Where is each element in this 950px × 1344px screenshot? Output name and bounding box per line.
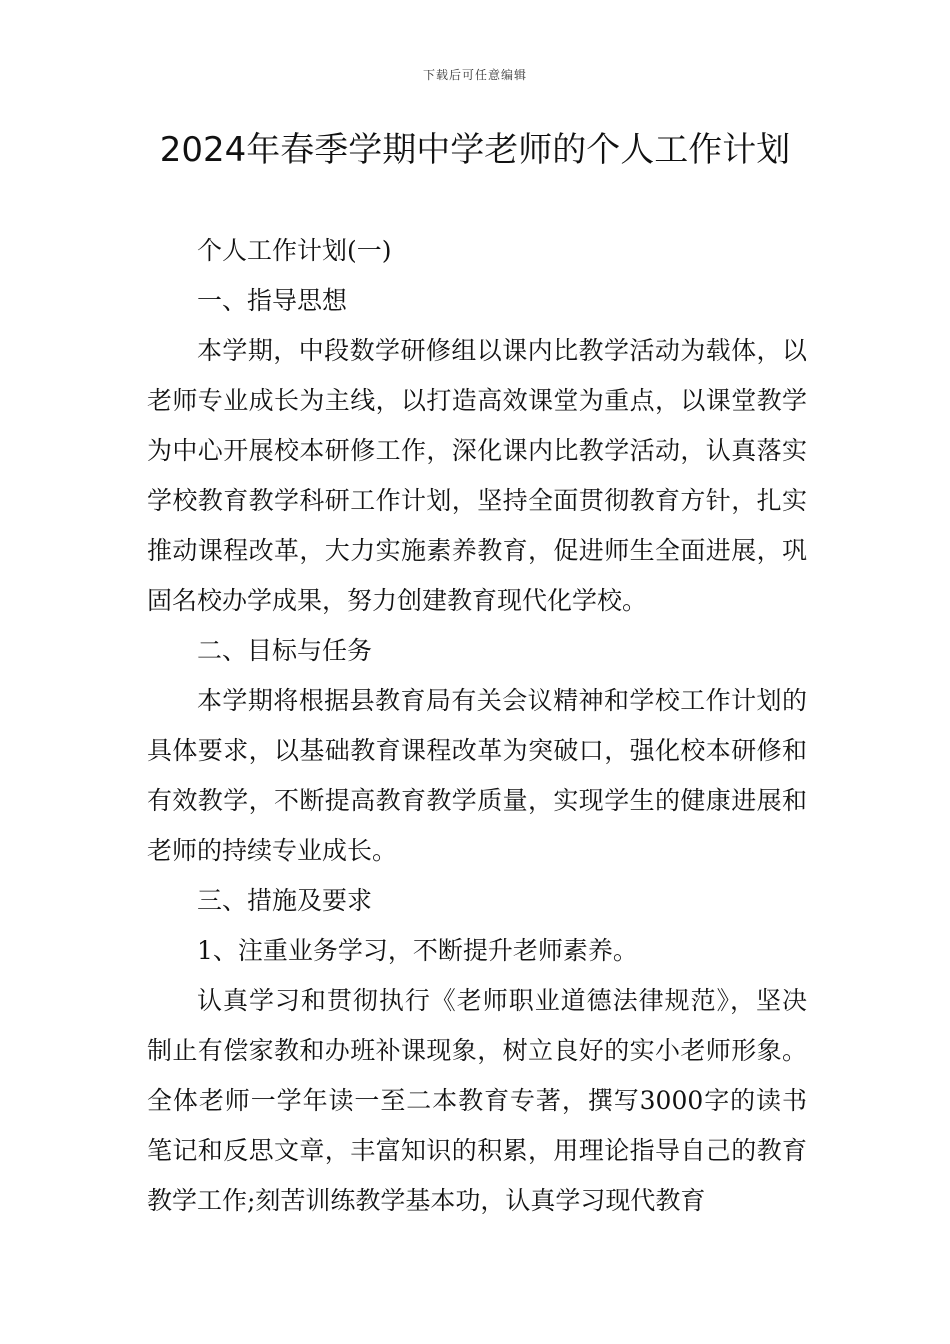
section-heading-guiding-thought: 一、指导思想 [197,286,348,315]
paragraph-guiding-thought: 本学期，中段数学研修组以课内比教学活动为载体，以老师专业成长为主线，以打造高效课堂为重点，以课堂教学为中心开展校本研修工作，深化课内比教学活动，认真落实学校教育教学科研工作计划，坚持全面贯彻教育方针，扎实推动课程改革，大力实施素养教育，促进师生全面进展，巩固名校办学成果，努力创建教育现代化学校。 [147,336,807,615]
paragraph-goals: 本学期将根据县教育局有关会议精神和学校工作计划的具体要求，以基础教育课程改革为突破口，强化校本研修和有效教学，不断提高教育教学质量，实现学生的健康进展和老师的持续专业成长。 [147,686,807,865]
section-heading-goals: 二、目标与任务 [197,636,373,665]
paragraph-study: 认真学习和贯彻执行《老师职业道德法律规范》，坚决制止有偿家教和办班补课现象，树立良好的实小老师形象。全体老师一学年读一至二本教育专著，撰写3000字的读书笔记和反思文章，丰富知识的积累，用理论指导自己的教育教学工作;刻苦训练教学基本功，认真学习现代教育 [147,986,807,1215]
document-body [147,226,807,1226]
document-title: 2024年春季学期中学老师的个人工作计划 [159,130,791,170]
header-note: 下载后可任意编辑 [422,68,527,82]
subheading-study: 1、注重业务学习，不断提升老师素养。 [197,936,638,965]
section-heading-plan: 个人工作计划(一) [197,236,392,265]
section-heading-measures: 三、措施及要求 [197,886,373,915]
